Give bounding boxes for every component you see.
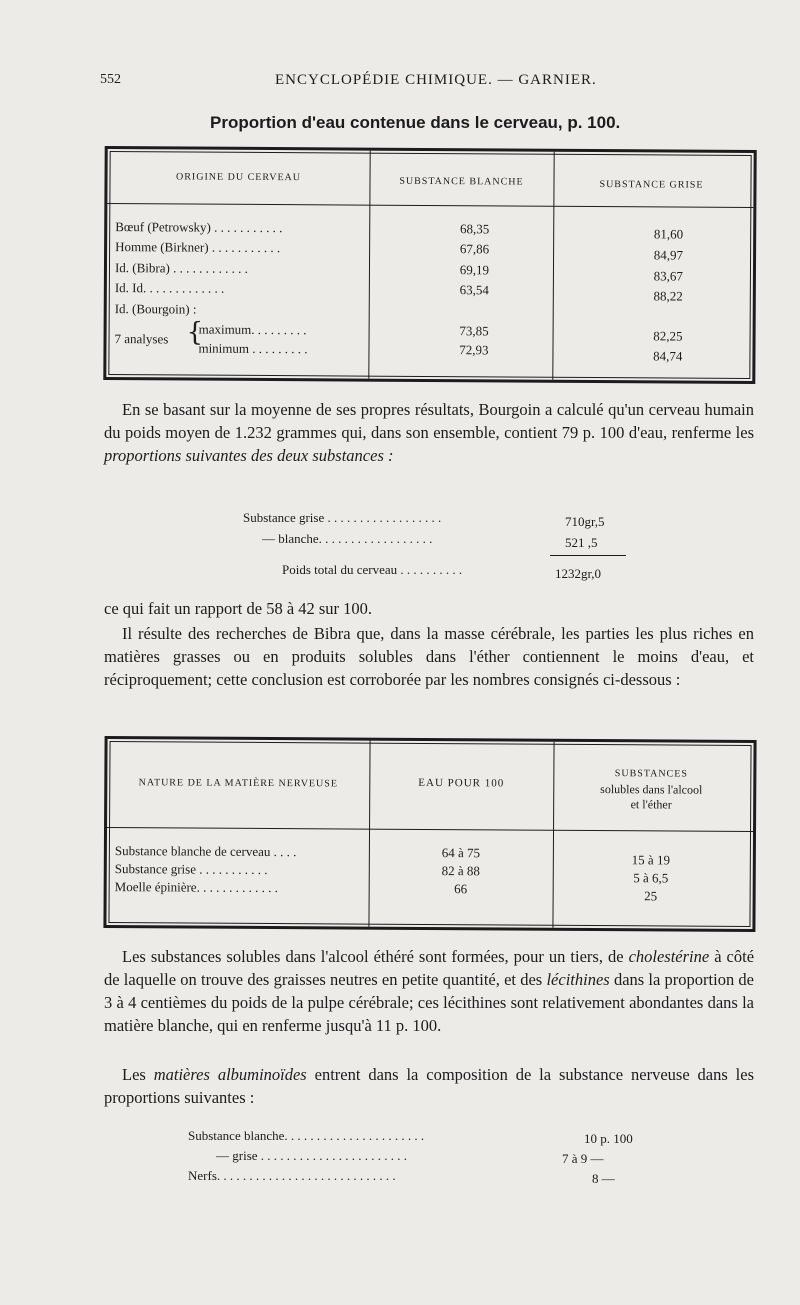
paragraph-text: Les substances solubles dans l'alcool éthéré sont formées, pour un tiers, de [122, 947, 624, 966]
bibra-table [103, 736, 756, 932]
page-number: 552 [100, 72, 121, 87]
paragraph-italic: proportions suivantes des deux substances : [104, 446, 394, 465]
table-row-origin: maximum. . . . . . . . . [198, 321, 307, 338]
table-cell-soluble: 15 à 19 [631, 852, 671, 868]
list-label: Nerfs. . . . . . . . . . . . . . . . . . . . . . . . . . . . [188, 1168, 396, 1183]
table-cell-water: 82 à 88 [441, 863, 480, 879]
table-row-nature: Moelle épinière. . . . . . . . . . . . . [114, 879, 278, 896]
table-row-origin: minimum . . . . . . . . . [198, 340, 308, 357]
col-header-white: SUBSTANCE BLANCHE [399, 175, 524, 188]
table-row-nature: Substance blanche de cerveau . . . . [114, 843, 297, 860]
paragraph-solubles [104, 945, 754, 1037]
table-row-origin: Id. (Bourgoin) : [114, 301, 197, 317]
table-row-origin: Bœuf (Petrowsky) . . . . . . . . . . . [115, 219, 283, 236]
table-cell-white: 73,85 [459, 323, 489, 339]
col-header-nature: NATURE DE LA MATIÈRE NERVEUSE [138, 777, 338, 790]
page-header [100, 72, 760, 98]
table-cell-water: 66 [454, 881, 468, 897]
table-cell-white: 68,35 [459, 221, 490, 237]
table-cell-soluble: 25 [644, 888, 658, 904]
table-row-origin: Homme (Birkner) . . . . . . . . . . . [115, 239, 281, 256]
paragraph-text: à côté de laquelle on trouve des graisses neutres en petite quantité, et des [104, 947, 755, 989]
table-cell-white: 69,19 [459, 262, 490, 278]
col-header-grey: SUBSTANCE GRISE [599, 179, 704, 191]
calc-total-value: 1232gr,0 [555, 566, 602, 581]
col-header-water: EAU POUR 100 [418, 776, 505, 790]
brace-mark: { [186, 317, 204, 348]
table-cell-grey: 81,60 [653, 226, 684, 242]
calc-value: 710gr,5 [565, 514, 605, 529]
table-cell-water: 64 à 75 [441, 845, 481, 861]
paragraph-ratio: ce qui fait un rapport de 58 à 42 sur 100. [104, 599, 373, 618]
table-row-origin: Id. Id. . . . . . . . . . . . . [114, 280, 225, 296]
list-value: 8 — [592, 1171, 615, 1186]
column-divider [368, 741, 370, 927]
table-cell-grey: 84,74 [653, 348, 683, 364]
paragraph-text: En se basant sur la moyenne de ses propres résultats, Bourgoin a calculé qu'un cerveau humain du poids moyen de 1.232 grammes qui, dans son ensemble, contient 79 p. 100 d'eau, renferme les [104, 400, 754, 442]
paragraph-italic: lécithines [546, 970, 610, 989]
table-cell-grey: 88,22 [653, 288, 683, 304]
table-cell-soluble: 5 à 6,5 [633, 870, 669, 886]
col-header-origin: ORIGINE DU CERVEAU [176, 171, 302, 184]
list-label: Substance blanche. . . . . . . . . . . . . . . . . . . . . . [188, 1128, 425, 1143]
paragraph-text: Les [122, 1065, 146, 1084]
running-head: ENCYCLOPÉDIE CHIMIQUE. — GARNIER. [275, 72, 597, 88]
sum-rule [550, 555, 626, 556]
list-value: 10 p. 100 [584, 1131, 633, 1146]
table-cell-grey: 84,97 [653, 247, 684, 263]
list-label: — grise . . . . . . . . . . . . . . . . . . . . . . . [216, 1148, 408, 1163]
table-row-origin: Id. (Bibra) . . . . . . . . . . . . [114, 260, 248, 276]
col-header-soluble: SUBSTANCES [614, 768, 688, 780]
calc-value: 521 ,5 [565, 535, 598, 550]
list-value: 7 à 9 — [562, 1151, 604, 1166]
table-cell-grey: 82,25 [653, 328, 683, 344]
calc-label: — blanche. . . . . . . . . . . . . . . . . . [262, 531, 433, 546]
paragraph-italic: matières albuminoïdes [153, 1065, 307, 1084]
header-divider [107, 827, 753, 832]
table-cell-white: 63,54 [459, 282, 489, 298]
paragraph-text: dans la proportion de 3 à 4 centièmes du poids de la pulpe cérébrale; ces lécithines sont relativement abondantes dans la matière blanche, qui en renferme jusqu'à 11 p. 100. [104, 970, 755, 1035]
calc-label: Substance grise . . . . . . . . . . . . . . . . . . [243, 510, 442, 525]
table-cell-white: 72,93 [459, 342, 489, 358]
table-row-nature: Substance grise . . . . . . . . . . . [114, 861, 268, 878]
table-cell-white: 67,86 [459, 241, 490, 257]
table-title: Proportion d'eau contenue dans le cerveau, p. 100. [210, 113, 621, 132]
header-divider [107, 203, 753, 208]
paragraph-italic: cholestérine [628, 947, 710, 966]
water-proportion-table [103, 146, 756, 384]
group-label: 7 analyses [114, 331, 169, 347]
paragraph-bibra: Il résulte des recherches de Bibra que, dans la masse cérébrale, les parties les plus riches en matières grasses ou en produits solubles dans l'éther contiennent le moins d'eau, et réciproquement; cette conclusion est corroborée par les nombres consignés ci-dessous : [104, 624, 754, 689]
calc-total-label: Poids total du cerveau . . . . . . . . . . [282, 562, 463, 577]
col-header-soluble-3: et l'éther [630, 797, 672, 812]
col-header-soluble-2: solubles dans l'alcool [600, 782, 703, 797]
paragraph-bourgoin [104, 398, 754, 467]
table-cell-grey: 83,67 [653, 268, 683, 284]
paragraph-albuminoides [104, 1063, 754, 1109]
paragraph-text: entrent dans la composition de la substance nerveuse dans les proportions suivantes : [104, 1065, 754, 1107]
